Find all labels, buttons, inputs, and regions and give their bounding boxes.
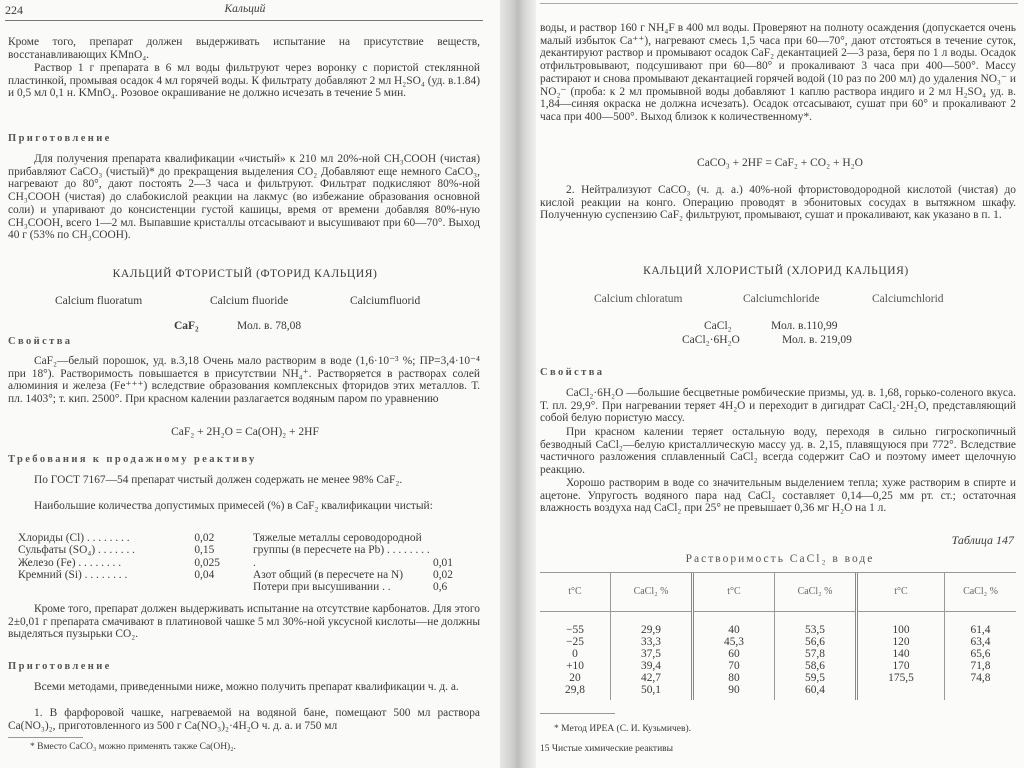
footnote: * Вместо CaCO₃ можно применять также Ca(OH)₂. (30, 742, 236, 752)
table-value: 65,6 (970, 647, 991, 660)
section-heading: Приготовление (8, 661, 112, 672)
solubility-table (540, 573, 1016, 700)
table-number: Таблица 147 (951, 533, 1014, 547)
paragraph: CaCl₂·6H₂O —большие бесцветные ромбические призмы, уд. в. 1,68, горько-соленого вкуса. Т. пл. 29,9°. При нагревании теряет 4H₂O и переходит в дигидрат CaCl₂·2H₂O, представляющий собой белую пористую массу. (540, 387, 1016, 425)
table-cell (540, 611, 611, 700)
table-value: Кремний (Si) . . . . . . . . (18, 568, 128, 581)
column-header: CaCl₂ % (963, 585, 998, 597)
table-value: 56,6 (805, 635, 825, 648)
table-cell (611, 611, 693, 700)
german-name: Calciumfluorid (350, 295, 421, 307)
table-value: 140 (892, 647, 910, 660)
table-row (18, 569, 233, 581)
section-heading: Свойства (540, 367, 605, 378)
table-cell (945, 611, 1017, 700)
table-value: 45,3 (724, 635, 744, 648)
formula: CaCl₂·6H₂O (682, 334, 740, 346)
molecular-weight: Мол. в.110,99 (771, 320, 838, 332)
table-value: 74,8 (970, 671, 991, 684)
column-header: t°C (857, 573, 945, 611)
paragraph: воды, и раствор 160 г NH₄F в 400 мл воды. Проверяют на полноту осаждения (допускается очень малый избыток Ca⁺⁺), нагревают смесь 1,5 часа при 60—70°, дают отстояться в течение суток, декантируют раствор и промывают осадок CaF₂ декантацией 2—3 раза, беря по 1 л воды. Осадок отфильтровывают, подсушивают при 60—80° и прокаливают 3 часа при 400—500°. Массу растирают и снова промывают декантацией горячей водой (10 раз по 200 мл) до удаления NO₃⁻ и NO₂⁻ (проба: к 2 мл промывной воды добавляют 1 каплю раствора индиго и 2 мл H₂SO₄ уд. в. 1,84—синяя окраска не должна исчезать). Осадок отсасывают, сушат при 60° и прокаливают 2 часа при 400—500°. Выход близок к количественному*. (540, 22, 1016, 123)
right-page (536, 0, 1024, 768)
table-value: 170 (892, 659, 910, 672)
molecular-weight: Мол. в. 219,09 (782, 334, 852, 346)
compound-title: КАЛЬЦИЙ ФТОРИСТЫЙ (ФТОРИД КАЛЬЦИЯ) (112, 268, 378, 280)
table-value: 61,4 (970, 623, 991, 636)
table-value: Железо (Fe) . . . . . . . . (18, 556, 122, 569)
table-value: Потери при высушивании . . (253, 581, 391, 594)
table-row (18, 544, 233, 556)
paragraph: CaF₂—белый порошок, уд. в.3,18 Очень мало растворим в воде (1,6·10⁻³ %; ПР=3,4·10⁻⁴ при 18°). Растворимость повышается в присутствии NH₄⁺. Растворяется в растворах солей алюминия и железа (Fe⁺⁺⁺) вследствие образования комплексных фторидов этих металлов. Т. пл. 1403°; т. кип. 2500°. При красном калении разлагается водяным паром по уравнению (8, 355, 480, 406)
table-value: 0,02 (194, 532, 215, 544)
table-value: 29,8 (565, 683, 585, 696)
section-heading: Свойства (8, 336, 73, 347)
table-value: 29,9 (641, 623, 661, 636)
table-value: 53,5 (805, 623, 825, 636)
table-value: 63,4 (970, 635, 991, 648)
latin-name: Calcium chloratum (594, 293, 683, 305)
paragraph: 1. В фарфоровой чашке, нагреваемой на водяной бане, помещают 500 мл раствора Ca(NO₃)₂, приготовленного из 500 г Ca(NO₃)₂·4H₂O ч. д. а. и 750 мл (8, 707, 480, 732)
table-value: 39,4 (641, 659, 661, 672)
table-cell (693, 611, 775, 700)
table-value: 100 (892, 623, 910, 636)
formula: CaF₂ (174, 320, 199, 332)
table-value: 58,6 (805, 659, 825, 672)
running-head: Кальций (224, 3, 266, 15)
table-value: 71,8 (970, 659, 991, 672)
footnote-rule (8, 737, 83, 738)
table-value: 0,02 (433, 568, 453, 581)
column-header: t°C (693, 573, 775, 611)
paragraph: При красном калении теряет остальную воду, переходя в сильно гигроскопичный безводный CaCl₂—белую кристаллическую массу уд. в. 2,15, плавящуюся при 772°. Вследствие частичного разложения сплавленный CaCl₂ всегда содержит CaO и поэтому имеет щелочную реакцию. (540, 426, 1016, 477)
table-value: 175,5 (888, 671, 914, 684)
footnote-rule (540, 713, 615, 714)
column-header: CaCl₂ % (775, 573, 857, 611)
table-value: 70 (728, 659, 740, 672)
table-value: Сульфаты (SO₄) . . . . . . . (18, 544, 135, 557)
column-header: CaCl₂ % (611, 573, 693, 611)
table-value: 0,025 (194, 556, 220, 569)
paragraph: Раствор 1 г препарата в 6 мл воды фильтруют через воронку с пористой стеклянной пластинкой, промывая осадок 4 мл горячей воды. К фильтрату добавляют 2 мл H₂SO₄ (уд. в.1.84) и 0,5 мл 0,1 н. KMnO₄. Розовое окрашивание не должно исчезать в течение 5 мин. (8, 62, 480, 100)
header-rule (5, 20, 483, 21)
section-heading: Требования к продажному реактиву (8, 454, 257, 465)
table-value: 0,15 (194, 544, 215, 557)
latin-name: Calcium fluoratum (55, 295, 143, 307)
footnote: * Метод ИРЕА (С. И. Кузьмичев). (554, 724, 691, 734)
table-value: 60,4 (805, 683, 825, 696)
printer-signature: 15 Чистые химические реактивы (540, 744, 674, 754)
table-value: 57,8 (805, 647, 825, 660)
table-value: Тяжелые металлы сероводородной группы (в пересчете на Pb) . . . . . . . . . (253, 532, 430, 569)
table-value: 120 (892, 635, 910, 648)
table-value: 20 (569, 671, 581, 684)
table-value: 33,3 (641, 635, 661, 648)
column-header: t°C (540, 573, 611, 611)
table-row (253, 532, 475, 569)
header-rule (540, 3, 1018, 4)
table-value: −55 (566, 623, 584, 636)
paragraph: Кроме того, препарат должен выдерживать испытание на присутствие веществ, восстанавливающих KMnO₄. (8, 36, 480, 61)
paragraph: Кроме того, препарат должен выдерживать испытание на отсутствие карбонатов. Для этого 2±0,01 г препарата смачивают в платиновой чашке 5 мл 30%-ной уксусной кислоты—не должны выделяться пузырьки CO₂. (8, 603, 480, 641)
page-number: 224 (5, 3, 23, 17)
table-value: 42,7 (641, 671, 661, 684)
table-cell (857, 611, 945, 700)
paragraph: Для получения препарата квалификации «чистый» к 210 мл 20%-ной CH₃COOH (чистая) прибавляют CaCO₃ (чистый)* до прекращения выделения CO₂ Добавляют еще немного CaCO₃, нагревают до 80°, дают постоять 2—3 часа и фильтруют. Фильтрат подкисляют 80%-ной CH₃COOH (чистая) до слабокислой реакции на лакмус (во избежание образования основной соли) и упаривают до консистенции густой кашицы, время от времени добавляя 80%-ную CH₃COOH, всего 1—2 мл. Выпавшие кристаллы отсасывают и высушивают при 60—70°. Выход 40 г (53% по CH₃COOH). (8, 153, 480, 242)
table-value: 80 (728, 671, 740, 684)
table-value: +10 (566, 659, 584, 672)
table-value: Хлориды (Cl) . . . . . . . . (18, 532, 130, 544)
compound-title: КАЛЬЦИЙ ХЛОРИСТЫЙ (ХЛОРИД КАЛЬЦИЯ) (643, 265, 909, 277)
formula: CaCl₂ (704, 320, 732, 332)
table-title: Растворимость CaCl₂ в воде (685, 553, 875, 565)
table-row (18, 557, 233, 569)
table-value: 59,5 (805, 671, 825, 684)
paragraph: Всеми методами, приведенными ниже, можно получить препарат квалификации ч. д. а. (34, 681, 459, 693)
table-value: 50,1 (641, 683, 661, 696)
impurities-table-left (18, 532, 233, 581)
table-value: 60 (728, 647, 740, 660)
table-cell (775, 611, 857, 700)
paragraph: Хорошо растворим в воде со значительным выделением тепла; хуже растворим в спирте и ацетоне. Упругость водяного пара над CaCl₂ составляет 0,14—0,25 мм рт. ст.; остаточная влажность воздуха над CaCl₂ при 25° не превышает 0,36 мг H₂O на 1 л. (540, 477, 1016, 515)
english-name: Calcium fluoride (210, 295, 289, 307)
table-value: 40 (728, 623, 740, 636)
paragraph: 2. Нейтрализуют CaCO₃ (ч. д. а.) 40%-ной фтористоводородной кислотой (чистая) до кислой реакции на конго. Операцию проводят в эбонитовых сосудах в вытяжном шкафу. Полученную суспензию CaF₂ фильтруют, промывают, сушат и прокаливают, как указано в п. 1. (540, 184, 1016, 222)
table-row (253, 581, 475, 593)
table-row (253, 569, 475, 581)
table-row (18, 532, 233, 544)
paragraph: Наибольшие количества допустимых примесей (%) в CaF₂ квалификации чистый: (34, 500, 433, 512)
english-name: Calciumchloride (743, 293, 820, 305)
equation: CaF₂ + 2H₂O = Ca(OH)₂ + 2HF (171, 426, 319, 438)
table-row (540, 611, 1016, 700)
table-value: 90 (728, 683, 740, 696)
german-name: Calciumchlorid (872, 293, 944, 305)
impurities-table-right (253, 532, 475, 593)
table-value: 0 (572, 647, 578, 660)
molecular-weight: Мол. в. 78,08 (237, 320, 302, 332)
paragraph: По ГОСТ 7167—54 препарат чистый должен содержать не менее 98% CaF₂. (34, 474, 403, 486)
left-page (0, 0, 505, 768)
table-value: 0,04 (194, 568, 215, 581)
table-value: 0,01 (433, 556, 453, 569)
table-value: 0,6 (433, 581, 448, 594)
equation: CaCO₃ + 2HF = CaF₂ + CO₂ + H₂O (697, 157, 863, 169)
table-value: 37,5 (641, 647, 661, 660)
book-gutter (500, 0, 536, 768)
table-value: −25 (566, 635, 584, 648)
table-value: Азот общий (в пересчете на N) (253, 568, 404, 581)
section-heading: Приготовление (8, 133, 112, 144)
table-header-row (540, 573, 1016, 611)
